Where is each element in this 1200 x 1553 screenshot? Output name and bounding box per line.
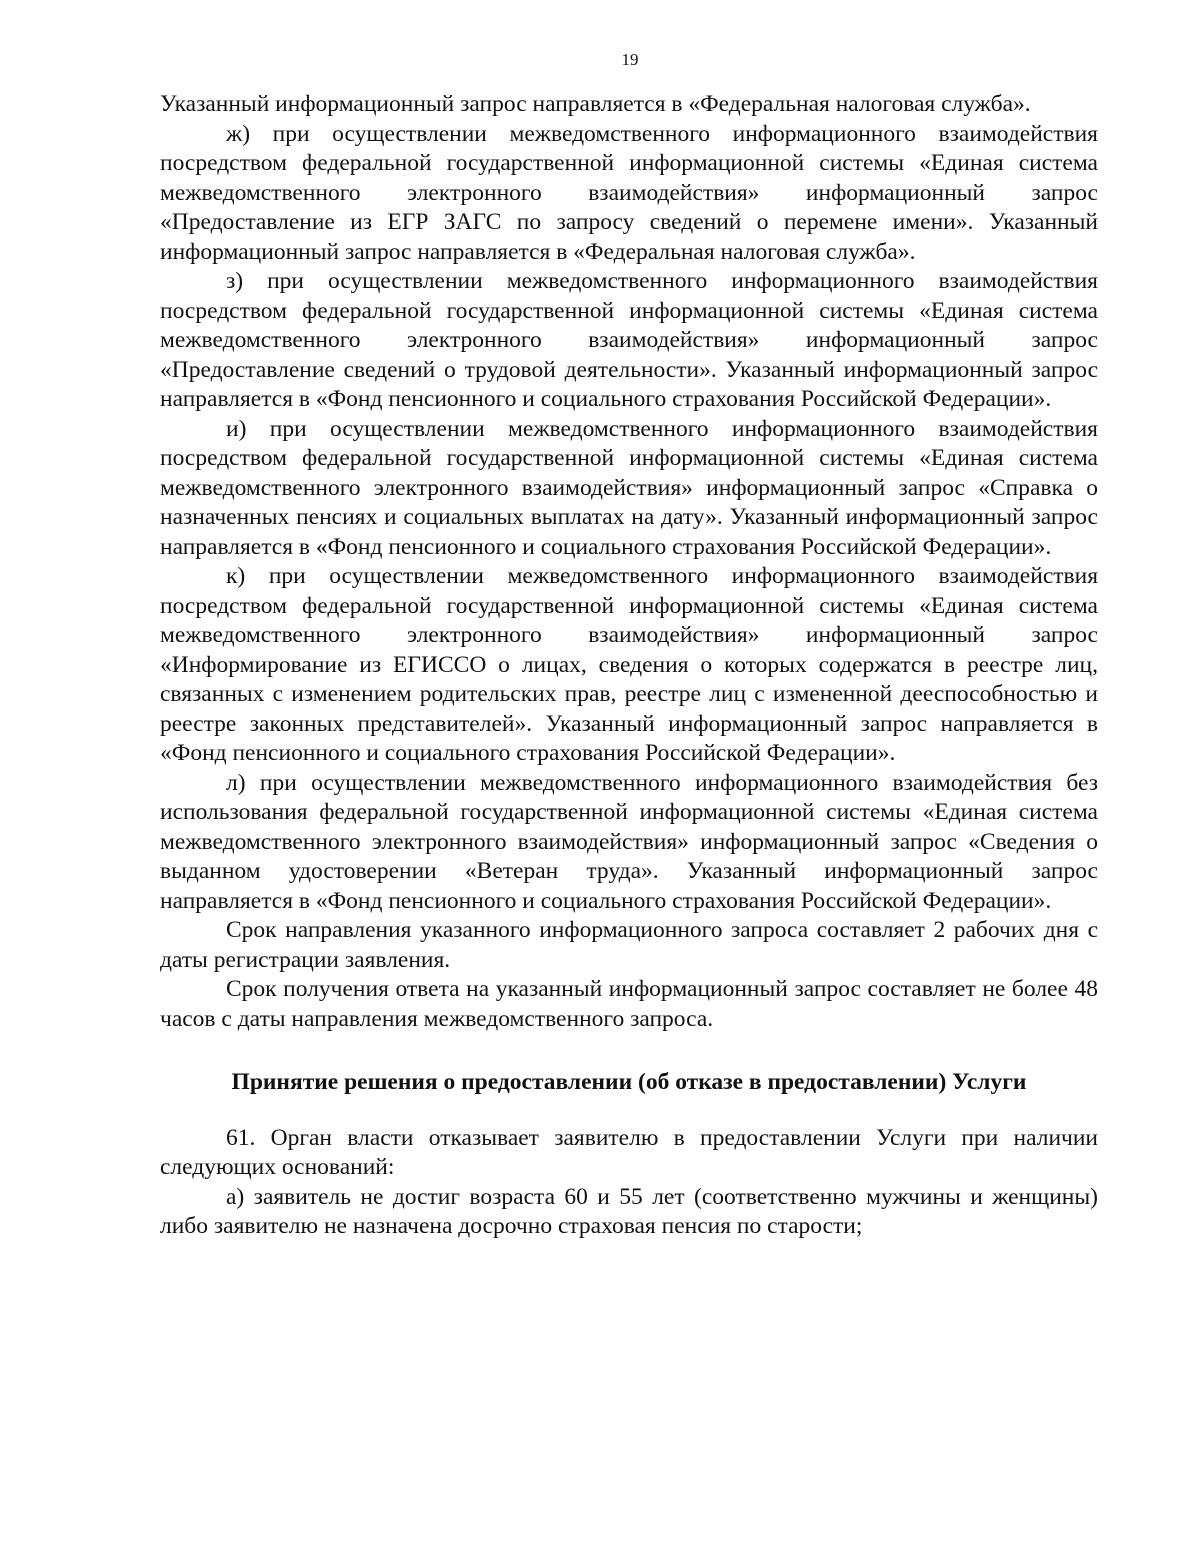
paragraph-deadline-response: Срок получения ответа на указанный информационный запрос составляет не более 48 часов с даты направления межведомственного запроса. — [160, 976, 1098, 1032]
paragraph-item-k: к) при осуществлении межведомственного информационного взаимодействия посредством федеральной государственной информационной системы «Единая система межведомственного электронного взаимодействия» информационный запрос «Информирование из ЕГИССО о лицах, сведения о которых содержатся в реестре лиц, связанных с изменением родительских прав, реестре лиц с измененной дееспособностью и реестре законных представителей». Указанный информационный запрос направляется в «Фонд пенсионного и социального страхования Российской Федерации». — [160, 563, 1098, 766]
paragraph-item-i: и) при осуществлении межведомственного информационного взаимодействия посредством федеральной государственной информационной системы «Единая система межведомственного электронного взаимодействия» информационный запрос «Справка о назначенных пенсиях и социальных выплатах на дату». Указанный информационный запрос направляется в «Фонд пенсионного и социального страхования Российской Федерации». — [160, 415, 1098, 560]
paragraph-intro: Указанный информационный запрос направляется в «Федеральная налоговая служба». — [160, 91, 1031, 117]
paragraph-item-l: л) при осуществлении межведомственного информационного взаимодействия без использования федеральной государственной информационной системы «Единая система межведомственного электронного взаимодействия» информационный запрос «Сведения о выданном удостоверении «Ветеран труда». Указанный информационный запрос направляется в «Фонд пенсионного и социального страхования Российской Федерации». — [160, 769, 1098, 914]
page-number: 19 — [621, 50, 639, 69]
section-heading: Принятие решения о предоставлении (об отказе в предоставлении) Услуги — [231, 1069, 1027, 1095]
paragraph-61-a: а) заявитель не достиг возраста 60 и 55 лет (соответственно мужчины и женщины) либо заявителю не назначена досрочно страховая пенсия по старости; — [160, 1183, 1098, 1239]
paragraph-61: 61. Орган власти отказывает заявителю в предоставлении Услуги при наличии следующих оснований: — [160, 1124, 1098, 1180]
paragraph-deadline-send: Срок направления указанного информационного запроса составляет 2 рабочих дня с даты регистрации заявления. — [160, 917, 1098, 973]
paragraph-item-z: з) при осуществлении межведомственного информационного взаимодействия посредством федеральной государственной информационной системы «Единая система межведомственного электронного взаимодействия» информационный запрос «Предоставление сведений о трудовой деятельности». Указанный информационный запрос направляется в «Фонд пенсионного и социального страхования Российской Федерации». — [160, 268, 1098, 412]
paragraph-item-zh: ж) при осуществлении межведомственного информационного взаимодействия посредством федеральной государственной информационной системы «Единая система межведомственного электронного взаимодействия» информационный запрос «Предоставление из ЕГР ЗАГС по запросу сведений о перемене имени». Указанный информационный запрос направляется в «Федеральная налоговая служба». — [160, 120, 1098, 265]
document-body — [160, 90, 1098, 1242]
